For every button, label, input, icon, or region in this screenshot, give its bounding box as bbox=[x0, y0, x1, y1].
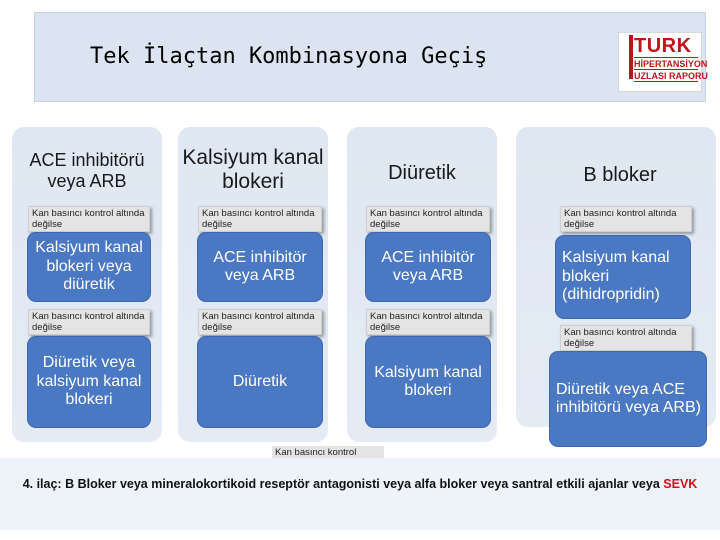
logo-line-2: HİPERTANSİYON bbox=[634, 59, 708, 69]
footer-text bbox=[4, 474, 716, 494]
bp-not-controlled-note: Kan basıncı kontrol altında değilse bbox=[198, 206, 322, 232]
step-2-box: Kalsiyum kanal blokeri (dihidropridin) bbox=[556, 236, 690, 318]
bp-not-controlled-note: Kan basıncı kontrol altında değilse bbox=[28, 309, 150, 335]
step-2-box: ACE inhibitör veya ARB bbox=[366, 233, 490, 301]
logo-line-3: UZLASI RAPORU bbox=[634, 71, 708, 81]
bp-not-controlled-note: Kan basıncı kontrol altında değilse bbox=[560, 206, 692, 232]
column-heading: Diüretik bbox=[388, 162, 456, 184]
step-3-box: Diüretik bbox=[198, 337, 322, 427]
step-3-box: Kalsiyum kanal blokeri bbox=[366, 337, 490, 427]
logo-rule bbox=[634, 57, 698, 58]
column-heading: ACE inhibitörü veya ARB bbox=[29, 150, 145, 191]
step-2-box: Kalsiyum kanal blokeri veya diüretik bbox=[28, 233, 150, 301]
bp-not-controlled-note: Kan basıncı kontrol altında değilse bbox=[28, 206, 150, 232]
step-3-box: Diüretik veya kalsiyum kanal blokeri bbox=[28, 337, 150, 427]
turk-hipertansiyon-logo bbox=[618, 32, 708, 92]
logo-rule bbox=[634, 81, 698, 82]
step-2-box: ACE inhibitör veya ARB bbox=[198, 233, 322, 301]
bp-not-controlled-note: Kan basıncı kontrol altında değilse bbox=[366, 206, 490, 232]
bp-not-controlled-note: Kan basıncı kontrol altında değilse bbox=[560, 325, 692, 351]
sevk-emphasis: SEVK bbox=[663, 477, 698, 491]
bp-not-controlled-note: Kan basıncı kontrol altında değilse bbox=[366, 309, 490, 335]
column-heading: B bloker bbox=[583, 164, 657, 186]
column-heading: Kalsiyum kanal blokeri bbox=[182, 146, 324, 194]
footer-sentence: 4. ilaç: B Bloker veya mineralokortikoid reseptör antagonisti veya alfa bloker veya santral etkili ajanlar veya bbox=[22, 477, 660, 491]
logo-wordmark: TURK bbox=[629, 35, 692, 79]
slide-title: Tek İlaçtan Kombinasyona Geçiş bbox=[90, 44, 488, 69]
bp-not-controlled-note: Kan basıncı kontrol altında değilse bbox=[198, 309, 322, 335]
bp-not-controlled-note: Kan basıncı kontrol bbox=[272, 446, 384, 470]
logo-rule bbox=[634, 69, 698, 70]
step-3-box: Diüretik veya ACE inhibitörü veya ARB) bbox=[550, 352, 706, 446]
fourth-drug-footer bbox=[0, 458, 720, 530]
